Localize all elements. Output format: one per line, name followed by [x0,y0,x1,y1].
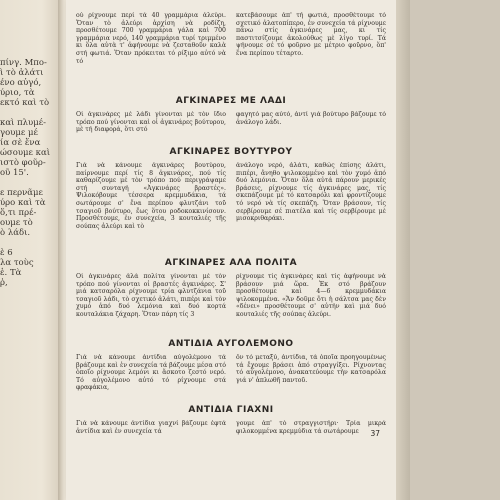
left-line: ε περνᾶμε [0,188,43,198]
recipe-heading: ΑΓΚΙΝΑΡΕΣ ΒΟΥΤΥΡΟΥ [169,147,293,157]
left-page [0,0,60,500]
text-column-left [76,162,226,252]
text-column-left [76,354,226,399]
recipe-body [76,111,386,141]
recipe-body [76,273,386,333]
text-column-left [76,12,226,90]
left-line: οῦ 15'. [0,168,29,178]
paragraph: φαγητό μας αὐτό, ἀντί γιά βούτυρο βάζουμε τό ἀνάλογο λάδι. [236,111,386,126]
left-line: γουμε μέ [0,128,38,138]
text-column-right [236,12,386,90]
left-line: καὶ πλυμέ- [0,118,47,128]
text-column-left [76,420,226,442]
left-line [0,238,58,248]
recipe-heading: ΑΝΤΙΔΙΑ ΑΥΓΟΛΕΜΟΝΟ [168,339,294,349]
page-number: 37 [370,429,380,438]
text-column-right [236,111,386,141]
left-line: ύριο, τὰ [0,88,35,98]
left-line: ένο αὐγό, [0,78,42,88]
paragraph: ὄν τό μεταξύ, ἀντίδια, τά ὁποῖα προηγουμένως τά ἔχουμε βράσει ἀπό στραγγίξει. Ρίχνοντας τό αὐγολέμονο, ἀνακατεύουμε τήν κατσαρόλα γιά ν' ἁπλωθῆ παντοῦ. [236,354,386,384]
left-page-text [0,58,58,288]
paragraph: Γιά νὰ κάνουμε ἀγκινάρες βουτύρου, παίρνουμε περί τίς 8 ἀγκινάρες, πού τίς καθαρίζουμε μέ τὸν τρόπο πού περιγράψαμε στή συνταγή «Ἀγκινάρες βραστές». Ψιλοκόβουμε τέσσερα κρεμμυδάκια, τά σωτάρουμε σ' ἕνα περίπου φλυτζάνι τοῦ τσαγιοῦ βούτυρο, ἕως ὅτου ροδοκοκκινίσουν. Προσθέτουμε, ἐν συνεχεία, 3 κουταλιές τῆς σούπας ἀλεύρι καὶ τὸ [76,162,226,230]
background-surface [410,0,500,500]
paragraph: Γιά νὰ κάνουμε ἀντίδια γιαχνί βάζουμε ἑφτά ἀντίδια καὶ ἐν συνεχεία τά [76,420,226,435]
left-line: ὲ 6 [0,248,13,258]
left-line: εκτό καὶ τὸ [0,98,50,108]
left-line: πίνγ. Μπο- [0,58,47,68]
left-line [0,178,58,188]
left-line: ουμε τὸ [0,218,33,228]
paragraph: Γιά νὰ κάνουμε ἀντίδια αὐγολέμονο τά βράζουμε καὶ ἐν συνεχεία τά βάζουμε μέσα στό ὁποῖο ρίχνουμε λεμόνι κι ἄσκοτο ζεστό νερό. Τό αὐγολέμονο αὐτό τό ρίχνουμε στά φραφάκια, [76,354,226,392]
paragraph: Οἱ ἀγκινάρες ἀλά πολίτα γίνονται μέ τὸν τρόπο πού γίνονται οἱ βραστές ἀγκινάρες. Σ' μιά κατσαρόλα ρίχνουμε τρία φλυτζάνια τοῦ τσαγιοῦ λάδι, τὸ σχετικό ἀλάτι, πιπέρι καὶ τὸν χυμό ἀπό δυό λεμόνια καὶ δυό κορτά κουταλάκια ζάχαρη. Ὅταν πάρη τίς 3 [76,273,226,318]
left-line: ῥ, [0,278,8,288]
text-column-right [236,354,386,399]
recipe-heading: ΑΓΚΙΝΑΡΕΣ ΑΛΑ ΠΟΛΙΤΑ [164,258,298,268]
left-line: ὅ,τι πρέ- [0,208,37,218]
left-line: ὸ λάδι. [0,228,31,238]
text-column-left [76,273,226,333]
recipe-body [76,420,386,442]
left-line: ὶ τὸ ἀλάτι [0,68,44,78]
recipe-heading: ΑΝΤΙΔΙΑ ΓΙΑΧΝΙ [188,405,274,415]
text-column-right [236,273,386,333]
paragraph: ἀνάλογο νερό, ἀλάτι, καθώς ἐπίσης ἀλάτι, πιπέρι, ἄνηθο ψιλοκομμένο καὶ τὸν χυμό ἀπό δυό λεμόνια. Ὅταν ὅλα αὐτά πάρουν μερικές βράσεις, ρίχνουμε τίς ἀγκινάρες μας, τίς σκεπάζουμε μέ τό κατσαρόλι καὶ φροντίζουμε τό νερό νὰ τίς σκεπάζη. Ὅταν βράσουν, τίς σερβίρουμε σέ πιατέλα καὶ τίς σερβίρουμε μὲ μισοκριθαράκι. [236,162,386,223]
paragraph: κατεβάσουμε ἀπ' τή φωτιά, προσθέτουμε τό σχετικό ἀλατοπίπερο, ἐν συνεχεία τά ρίχνουμε πάνω στίς ἀγκινάρες μας, κι τίς παστιτσίζουμε ἀκολούθως μὲ λίγο τυρί. Τά ψήνουμε σέ τό φοῦρνο με μέτριο φοῦρνο, ὅπ' ἕνα περίπου τέταρτο. [236,12,386,57]
left-line: λα τοὺς [0,258,34,268]
left-line: ία σὲ ἕνα [0,138,41,148]
intro-section [76,12,386,90]
text-column-right [236,420,386,442]
paragraph: Οἱ ἀγκινάρες μὲ λάδι γίνονται μέ τὸν ἴδιο τρόπο πού γίνονται καὶ οἱ ἀγκινάρες βούτυρου, μὲ τή διαφορά, ὅτι στό [76,111,226,134]
paragraph: ού ρίχνουμε περί τά 40 γραμμάρια ἀλεύρι. Ὅταν τὸ ἀλεύρι ἀρχίση νὰ ροδίζη, προσθέτουμε 700 γραμμάρια γάλα καὶ 700 γραμμάρια νερό, 140 γραμμάρια τυρί τριμμένο κι ὅλα αὐτὰ τ' ἀφήνουμε νὰ ζεσταθοῦν καλὰ στή φωτιά. Ὅταν πρόκειται τό ρίξιμο αὐτό νὰ τό [76,12,226,65]
left-line: ἑ. Τὰ [0,268,22,278]
page-edge [396,0,410,500]
page-content [76,12,386,442]
recipe-body [76,162,386,252]
paragraph: γουμε ἀπ' τὸ στραγγιστήρι· Τρία μικρά φιλοκομμένα κρεμμύδια τά σωτάρουμε [236,420,386,435]
text-column-right [236,162,386,252]
paragraph: ρίχνουμε τίς ἀγκινάρες καὶ τίς ἀφήνουμε νὰ βράσουν μιά ὥρα. Ἐκ στό βράζουν προσθέτουμε καὶ 4—6 κρεμμυδάκια ψιλοκομμένα. «Ἄν δοῦμε ὅτι ἡ σάλτσα μας δὲν «δένει» προσθέτουμε σ' αὐτήν καὶ μιά δυό κουταλιές τῆς σούπας ἀλεύρι. [236,273,386,318]
left-line: ύρο καὶ τὰ [0,198,46,208]
left-line: ώσουμε καὶ [0,148,51,158]
left-line: ιστὸ φοῦρ- [0,158,46,168]
text-column-left [76,111,226,141]
recipe-heading: ΑΓΚΙΝΑΡΕΣ ΜΕ ΛΑΔΙ [175,96,287,106]
recipe-body [76,354,386,399]
right-page [66,0,396,500]
